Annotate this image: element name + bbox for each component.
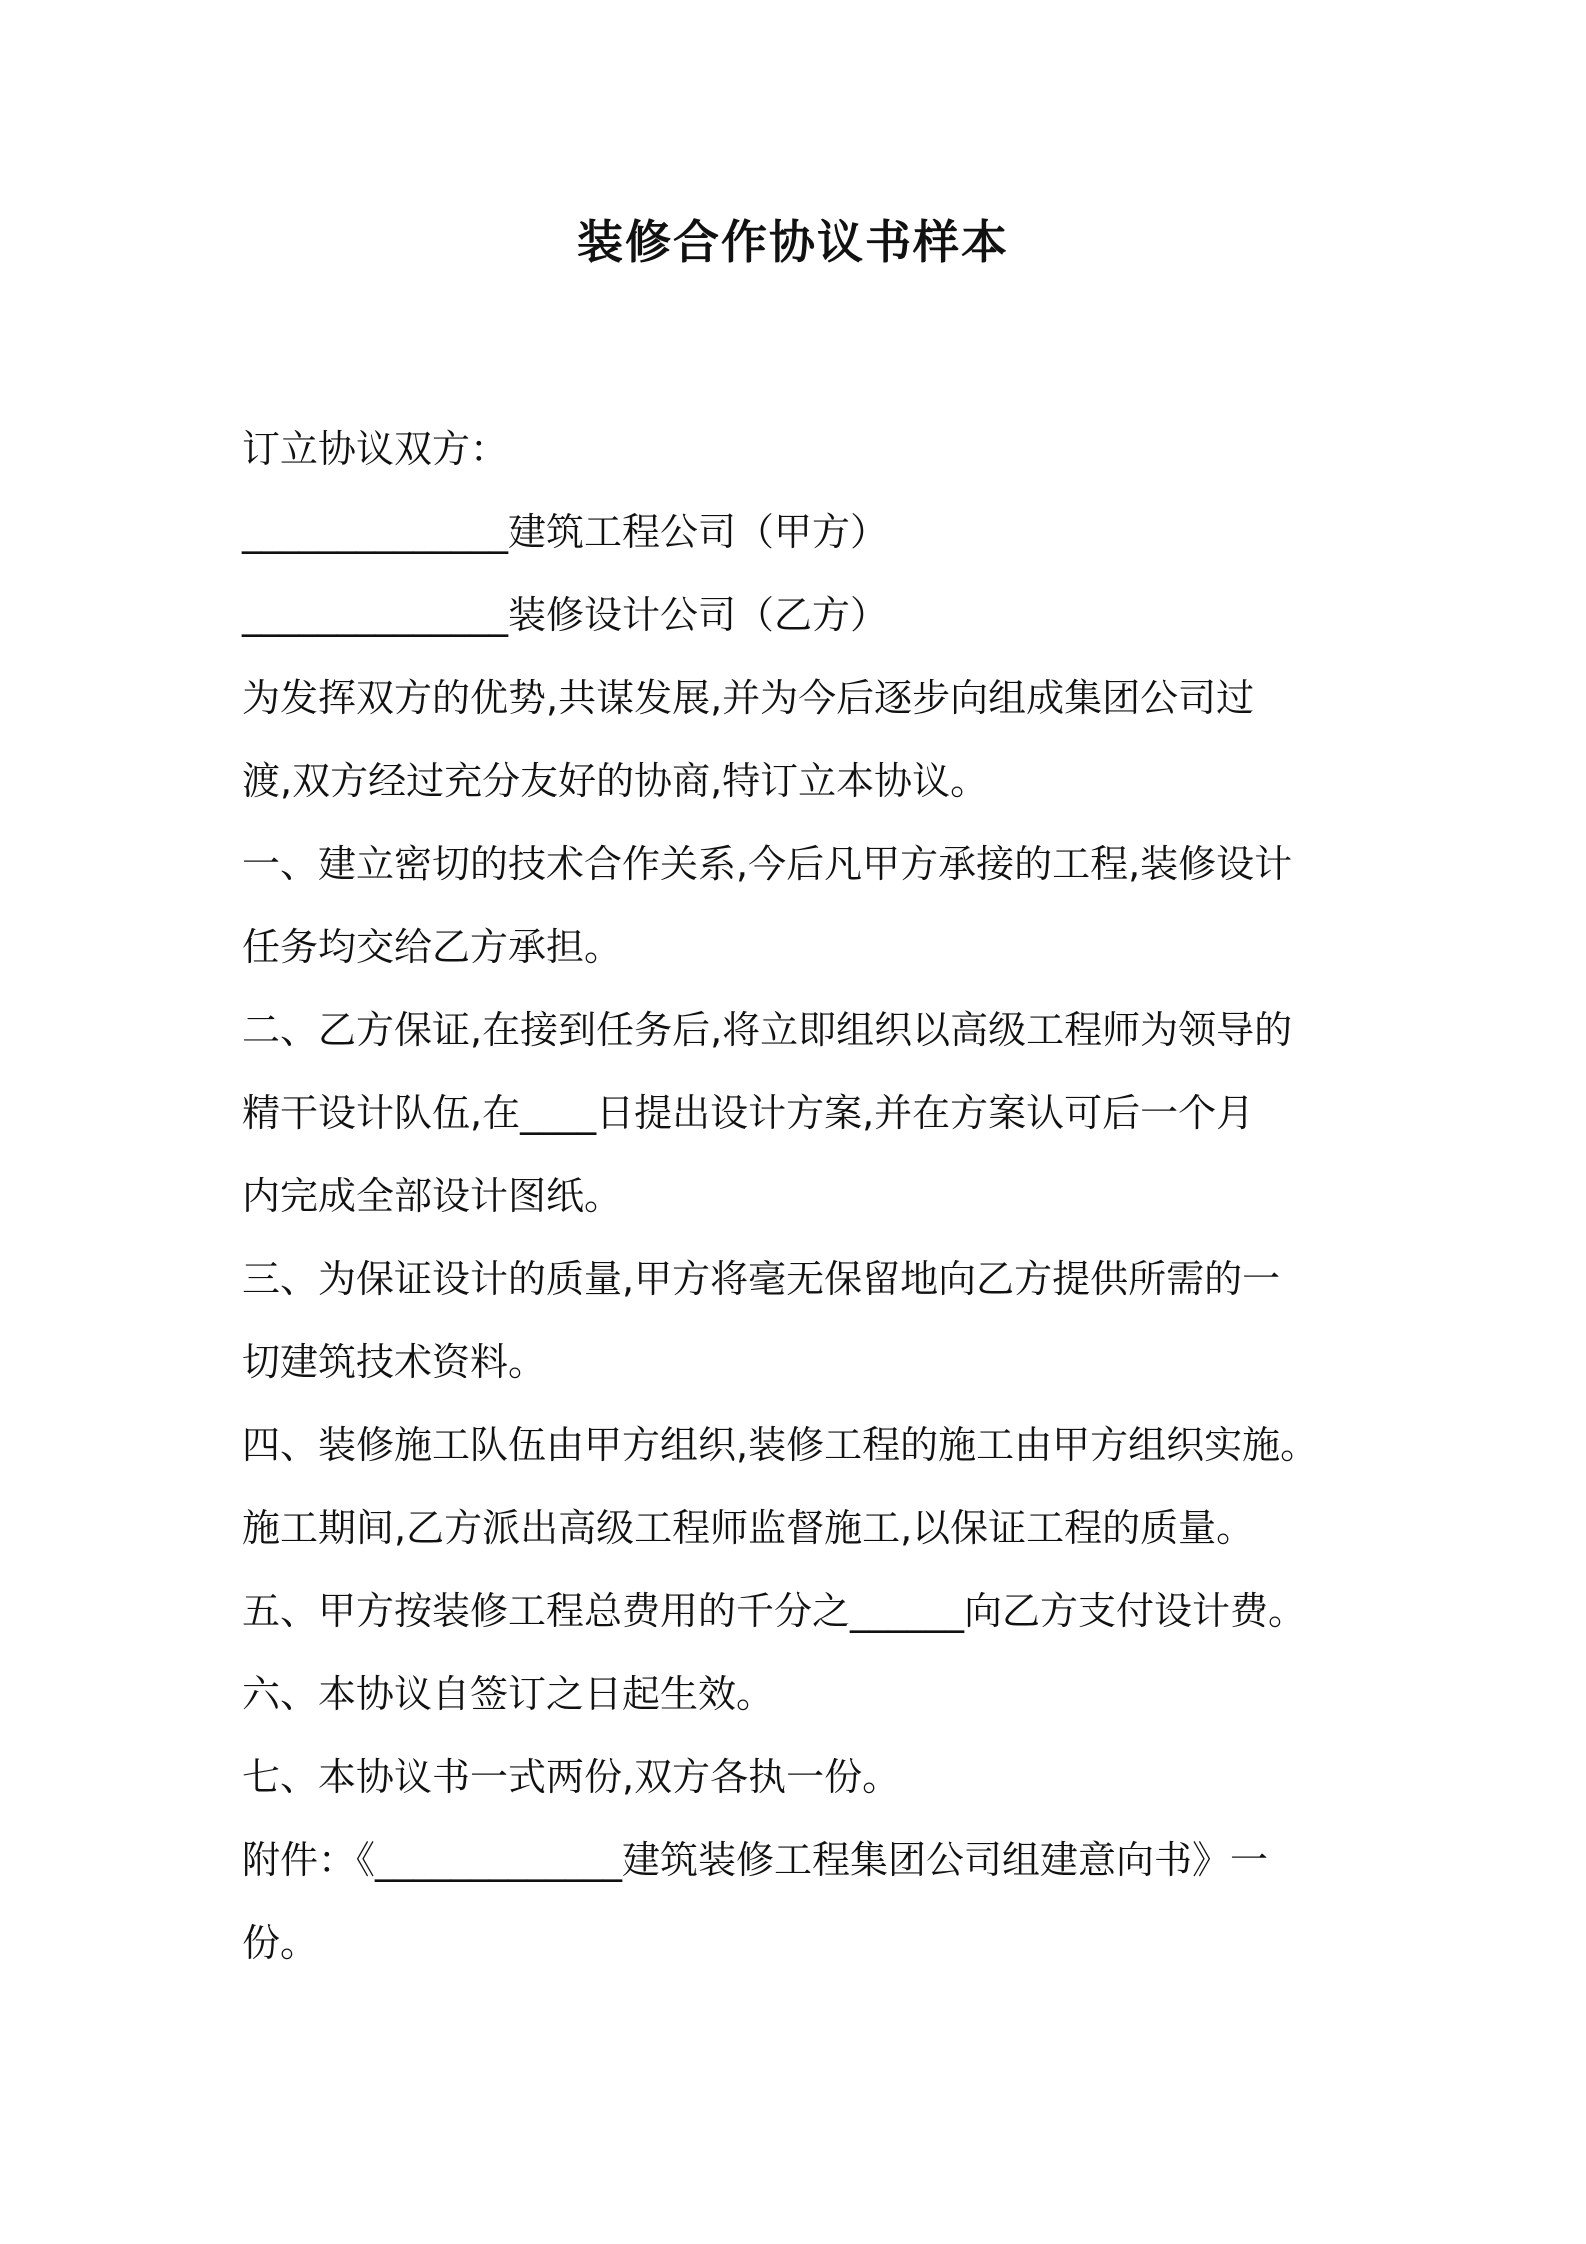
clause-6-line: 六、本协议自签订之日起生效。	[242, 1672, 775, 1716]
attachment-line: 份。	[242, 1921, 319, 1965]
preamble-line: 渡,双方经过充分友好的协商,特订立本协议。	[242, 759, 989, 803]
party-a-line: ______________建筑工程公司（甲方）	[242, 510, 889, 554]
document-title: 装修合作协议书样本	[577, 215, 1009, 269]
clause-2-line: 精干设计队伍,在____日提出设计方案,并在方案认可后一个月	[242, 1091, 1255, 1135]
clause-2-line: 二、乙方保证,在接到任务后,将立即组织以高级工程师为领导的	[242, 1008, 1293, 1052]
clause-2-line: 内完成全部设计图纸。	[242, 1174, 623, 1218]
clause-1-line: 一、建立密切的技术合作关系,今后凡甲方承接的工程,装修设计	[242, 842, 1293, 886]
clause-1-line: 任务均交给乙方承担。	[242, 925, 623, 969]
clause-4-line: 施工期间,乙方派出高级工程师监督施工,以保证工程的质量。	[242, 1506, 1255, 1550]
document-body	[242, 408, 1362, 1985]
clause-5-line: 五、甲方按装修工程总费用的千分之______向乙方支付设计费。	[242, 1589, 1307, 1633]
parties-heading: 订立协议双方：	[242, 427, 509, 471]
attachment-line: 附件：《_____________建筑装修工程集团公司组建意向书》一	[242, 1838, 1269, 1882]
clause-4-line: 四、装修施工队伍由甲方组织,装修工程的施工由甲方组织实施。	[242, 1423, 1319, 1467]
clause-3-line: 切建筑技术资料。	[242, 1340, 547, 1384]
clause-7-line: 七、本协议书一式两份,双方各执一份。	[242, 1755, 901, 1799]
clause-3-line: 三、为保证设计的质量,甲方将毫无保留地向乙方提供所需的一	[242, 1257, 1281, 1301]
party-b-line: ______________装修设计公司（乙方）	[242, 593, 889, 637]
preamble-line: 为发挥双方的优势,共谋发展,并为今后逐步向组成集团公司过	[242, 676, 1255, 720]
